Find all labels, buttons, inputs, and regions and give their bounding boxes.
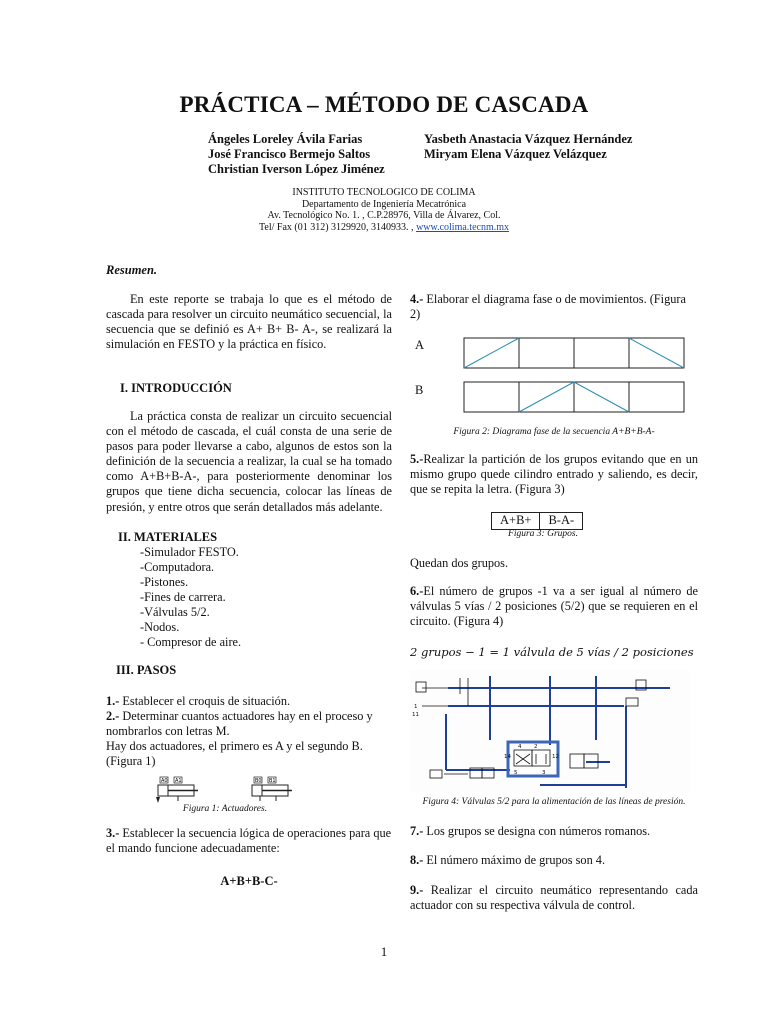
- list-item: -Válvulas 5/2.: [140, 605, 210, 619]
- circuit-label: 1: [414, 704, 418, 710]
- circuit-label: 4: [518, 744, 522, 750]
- actuator-label: B0: [255, 778, 262, 784]
- step-number: 8.-: [410, 853, 424, 867]
- figure-2-caption: Figura 2: Diagrama fase de la secuencia A+B+B-A-: [453, 427, 655, 437]
- step-5: [410, 452, 698, 497]
- step-text: Realizar la partición de los grupos evitando que en un mismo grupo quede cilindro entrado y saliendo, es decir, que se repita la letra. (Figura 3): [410, 452, 698, 497]
- step-1: [106, 694, 392, 709]
- actuator-label: A1: [175, 778, 182, 784]
- institution-url-link[interactable]: www.colima.tecnm.mx: [416, 221, 510, 233]
- steps-text-1: [106, 694, 392, 769]
- phase-line-a-minus: [629, 338, 684, 368]
- step-number: 2.-: [106, 709, 120, 724]
- group-formula: 2 grupos − 1 = 1 válvula de 5 vías / 2 posiciones: [410, 645, 694, 659]
- circuit-label: 2: [534, 744, 538, 750]
- step-number: 3.-: [106, 826, 120, 840]
- list-item: -Nodos.: [140, 620, 180, 634]
- authors-left: [208, 132, 385, 177]
- step-7: [410, 824, 698, 839]
- institution-address: Av. Tecnológico No. 1. , C.P.28976, Villa de Álvarez, Col.: [267, 210, 501, 221]
- actuator-a: [156, 777, 198, 803]
- section-heading-intro: I. INTRODUCCIÓN: [120, 381, 232, 395]
- figure-2-phase-diagram: [463, 337, 685, 413]
- institution-phone: Tel/ Fax (01 312) 3129920, 3140933. ,: [258, 221, 417, 233]
- circuit-label: 5: [514, 770, 518, 776]
- institution-contact: [0, 222, 768, 234]
- circuit-label: 11: [412, 712, 419, 718]
- figure-4-caption: Figura 4: Válvulas 5/2 para la alimentación de las líneas de presión.: [422, 797, 686, 807]
- page-number: 1: [380, 944, 388, 959]
- step-8: [410, 853, 698, 868]
- step-text: Determinar cuantos actuadores hay en el proceso y nombrarlos con letras M.: [106, 709, 373, 739]
- phase-line-b-minus: [574, 382, 629, 412]
- author-name: Christian Iverson López Jiménez: [208, 162, 385, 176]
- actuator-label: B1: [269, 778, 276, 784]
- step-text: Establecer la secuencia lógica de operaciones para que el mando funcione adecuadamente:: [106, 826, 392, 856]
- step-number: 4.-: [410, 292, 424, 306]
- step-2: [106, 709, 392, 739]
- step-number: 5.-: [410, 452, 424, 466]
- circuit-label: 3: [542, 770, 546, 776]
- group-cell: A+B+: [500, 513, 532, 527]
- authors-right: [424, 132, 632, 162]
- step-3: [106, 826, 392, 856]
- sequence-text: A+B+B-C-: [220, 874, 278, 888]
- step-text: Los grupos se designa con números romanos.: [423, 824, 651, 838]
- step-2-detail: Hay dos actuadores, el primero es A y el segundo B. (Figura 1): [106, 739, 363, 769]
- author-name: Ángeles Loreley Ávila Farias: [208, 132, 363, 146]
- author-name: José Francisco Bermejo Saltos: [208, 147, 371, 161]
- step-text: Elaborar el diagrama fase o de movimientos. (Figura 2): [410, 292, 686, 322]
- step-number: 1.-: [106, 694, 120, 708]
- step-4: [410, 292, 698, 322]
- figure-3-groups-table: [491, 512, 583, 530]
- institution-dept: Departamento de Ingeniería Mecatrónica: [301, 198, 467, 210]
- institution-block: [0, 187, 768, 233]
- two-groups-text: Quedan dos grupos.: [410, 556, 509, 570]
- figure-1-caption: Figura 1: Actuadores.: [182, 804, 268, 814]
- group-cell: B-A-: [539, 513, 582, 529]
- section-heading-materials: II. MATERIALES: [118, 530, 218, 544]
- list-item: -Computadora.: [140, 560, 215, 574]
- list-item: - Compresor de aire.: [140, 635, 242, 649]
- figure-3-caption: Figura 3: Grupos.: [508, 529, 578, 539]
- section-heading-steps: III. PASOS: [116, 663, 177, 677]
- author-name: Miryam Elena Vázquez Velázquez: [424, 147, 607, 161]
- intro-text: La práctica consta de realizar un circuito secuencial con el método de cascada, el cuál consta de una serie de pasos para poder llevarse a cabo, algunos de estos son la definición de la secuencia a realizar, la cual se ha tomado como A+B+B-A-, para posteriormente denominar los grupos que tiene dicha secuencia, colocar las líneas de presión, y entre otros que serán detallados más adelante.: [106, 409, 392, 514]
- materials-list: [140, 545, 380, 650]
- step-number: 9.-: [410, 883, 424, 897]
- list-item: -Simulador FESTO.: [140, 545, 239, 559]
- step-number: 7.-: [410, 824, 424, 838]
- step-text: El número de grupos -1 va a ser igual al número de válvulas 5 vías / 2 posiciones (5/2) que se requieren en el circuito. (Figura 4): [410, 584, 698, 629]
- author-name: Yasbeth Anastacia Vázquez Hernández: [424, 132, 633, 146]
- step-text: Realizar el circuito neumático representando cada actuador con su respectiva válvula de control.: [410, 883, 698, 913]
- phase-line-b-plus: [519, 382, 574, 412]
- circuit-label: 12: [552, 754, 559, 760]
- abstract-text: En este reporte se trabaja lo que es el método de cascada para resolver un circuito neumático secuencial, la secuencia que se definió es A+ B+ B- A-, se realizará la simulación en FESTO y la práctica en físico.: [106, 292, 392, 352]
- step-6: [410, 584, 698, 629]
- list-item: -Pistones.: [140, 575, 189, 589]
- step-number: 6.-: [410, 584, 424, 598]
- step-text: Establecer el croquis de situación.: [119, 694, 291, 708]
- actuator-b: [252, 777, 292, 801]
- figure-1-actuators: [150, 775, 300, 805]
- diagram-row-label-a: A: [415, 338, 425, 352]
- step-text: El número máximo de grupos son 4.: [423, 853, 606, 867]
- phase-line-a-plus: [464, 338, 519, 368]
- figure-4-circuit: [410, 670, 690, 792]
- list-item: -Fines de carrera.: [140, 590, 226, 604]
- actuator-label: A0: [161, 778, 168, 784]
- institution-name: INSTITUTO TECNOLOGICO DE COLIMA: [292, 187, 476, 198]
- diagram-row-label-b: B: [415, 383, 424, 397]
- step-9: [410, 883, 698, 913]
- circuit-label: 14: [504, 754, 511, 760]
- abstract-heading: Resumen.: [106, 263, 158, 277]
- paper-title: PRÁCTICA – MÉTODO DE CASCADA: [179, 92, 589, 117]
